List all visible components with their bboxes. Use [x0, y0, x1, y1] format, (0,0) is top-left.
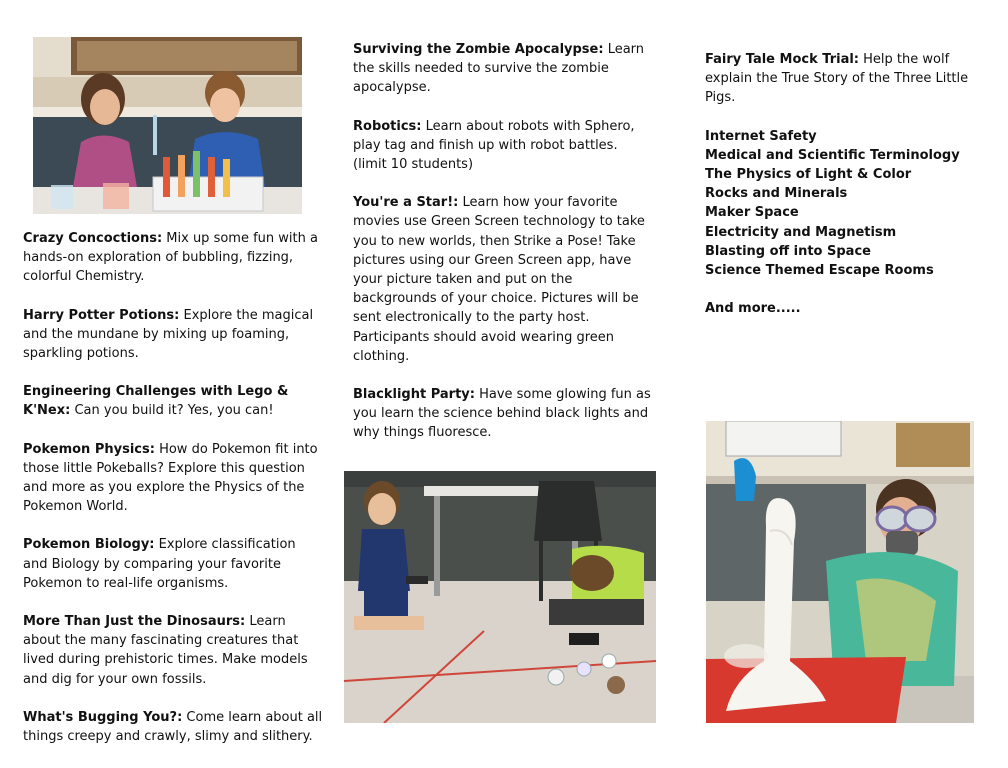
topic-list: [705, 127, 995, 281]
and-more-text: And more.....: [705, 301, 801, 317]
activity-entry: [23, 612, 323, 689]
topic-list-item: Blasting off into Space: [705, 243, 871, 259]
activity-title: What's Bugging You?:: [23, 709, 183, 725]
activity-entry: [23, 229, 323, 287]
activity-description: Explore the magical and the mundane by mixing up foaming, sparkling potions.: [23, 307, 314, 362]
activity-entry: [23, 708, 323, 746]
middle-column: [353, 40, 655, 462]
activity-entry: [23, 306, 323, 364]
activity-description: Learn about the many fascinating creatures that lived during prehistoric times. Make models and dig for your own fossils.: [23, 614, 308, 687]
activity-description: Explore classification and Biology by comparing your favorite Pokemon to real-life organisms.: [23, 537, 296, 591]
activity-title: Blacklight Party:: [353, 387, 475, 403]
topic-list-item: Rocks and Minerals: [705, 186, 848, 202]
activity-title: Robotics:: [353, 118, 422, 134]
activity-title: Pokemon Biology:: [23, 537, 155, 553]
topic-list-item: Internet Safety: [705, 128, 817, 144]
activity-title: Fairy Tale Mock Trial:: [705, 52, 860, 67]
activity-entry: [705, 50, 995, 108]
activity-title: More Than Just the Dinosaurs:: [23, 614, 246, 630]
topic-list-item: Medical and Scientific Terminology: [705, 147, 960, 163]
activity-title: Pokemon Physics:: [23, 441, 155, 457]
activity-title: Harry Potter Potions:: [23, 307, 180, 323]
activity-description: How do Pokemon fit into those little Pokeballs? Explore this question and more as you explore the Physics of the Pokemon World.: [23, 441, 318, 515]
photo-robotics-kids: [344, 471, 656, 723]
activity-entry: [353, 193, 655, 366]
activity-description: Come learn about all things creepy and crawly, slimy and slithery.: [23, 709, 323, 745]
activity-description: Can you build it? Yes, you can!: [70, 403, 274, 419]
activity-description: Learn the skills needed to survive the zombie apocalypse.: [353, 42, 645, 96]
activity-description: Learn about robots with Sphero, play tag and finish up with robot battles. (limit 10 students): [353, 118, 635, 173]
activity-description: Learn how your favorite movies use Green Screen technology to take you to new worlds, then Strike a Pose! Take pictures using our Green Screen app, have your picture taken and put on the backgrounds of your choice. Pictures will be sent electronically to the party host. Participants should avoid wearing green clothing.: [353, 195, 645, 364]
activity-entry: [353, 385, 655, 443]
activity-title: You're a Star!:: [353, 195, 459, 211]
activity-entry: [23, 535, 323, 593]
activity-entry: [353, 40, 655, 98]
activity-entry: [353, 117, 655, 175]
activity-entry: [23, 440, 323, 517]
topic-list-item: The Physics of Light & Color: [705, 167, 912, 183]
photo-chemistry-kids: [33, 37, 302, 214]
topic-list-item: Electricity and Magnetism: [705, 224, 897, 240]
topic-list-item: Science Themed Escape Rooms: [705, 263, 934, 279]
activity-description: Help the wolf explain the True Story of the Three Little Pigs.: [705, 52, 969, 106]
activity-entry: [23, 382, 323, 420]
activity-title: Engineering Challenges with Lego & K'Nex:: [23, 384, 289, 419]
activity-title: Crazy Concoctions:: [23, 231, 163, 246]
activity-title: Surviving the Zombie Apocalypse:: [353, 42, 604, 57]
activity-description: Have some glowing fun as you learn the science behind black lights and why things fluoresce.: [353, 387, 651, 441]
right-column: [705, 50, 995, 318]
topic-list-item: Maker Space: [705, 205, 799, 221]
photo-foam-experiment: [706, 421, 974, 723]
activity-description: Mix up some fun with a hands-on exploration of bubbling, fizzing, colorful Chemistry.: [23, 231, 318, 285]
left-column: [23, 229, 323, 765]
